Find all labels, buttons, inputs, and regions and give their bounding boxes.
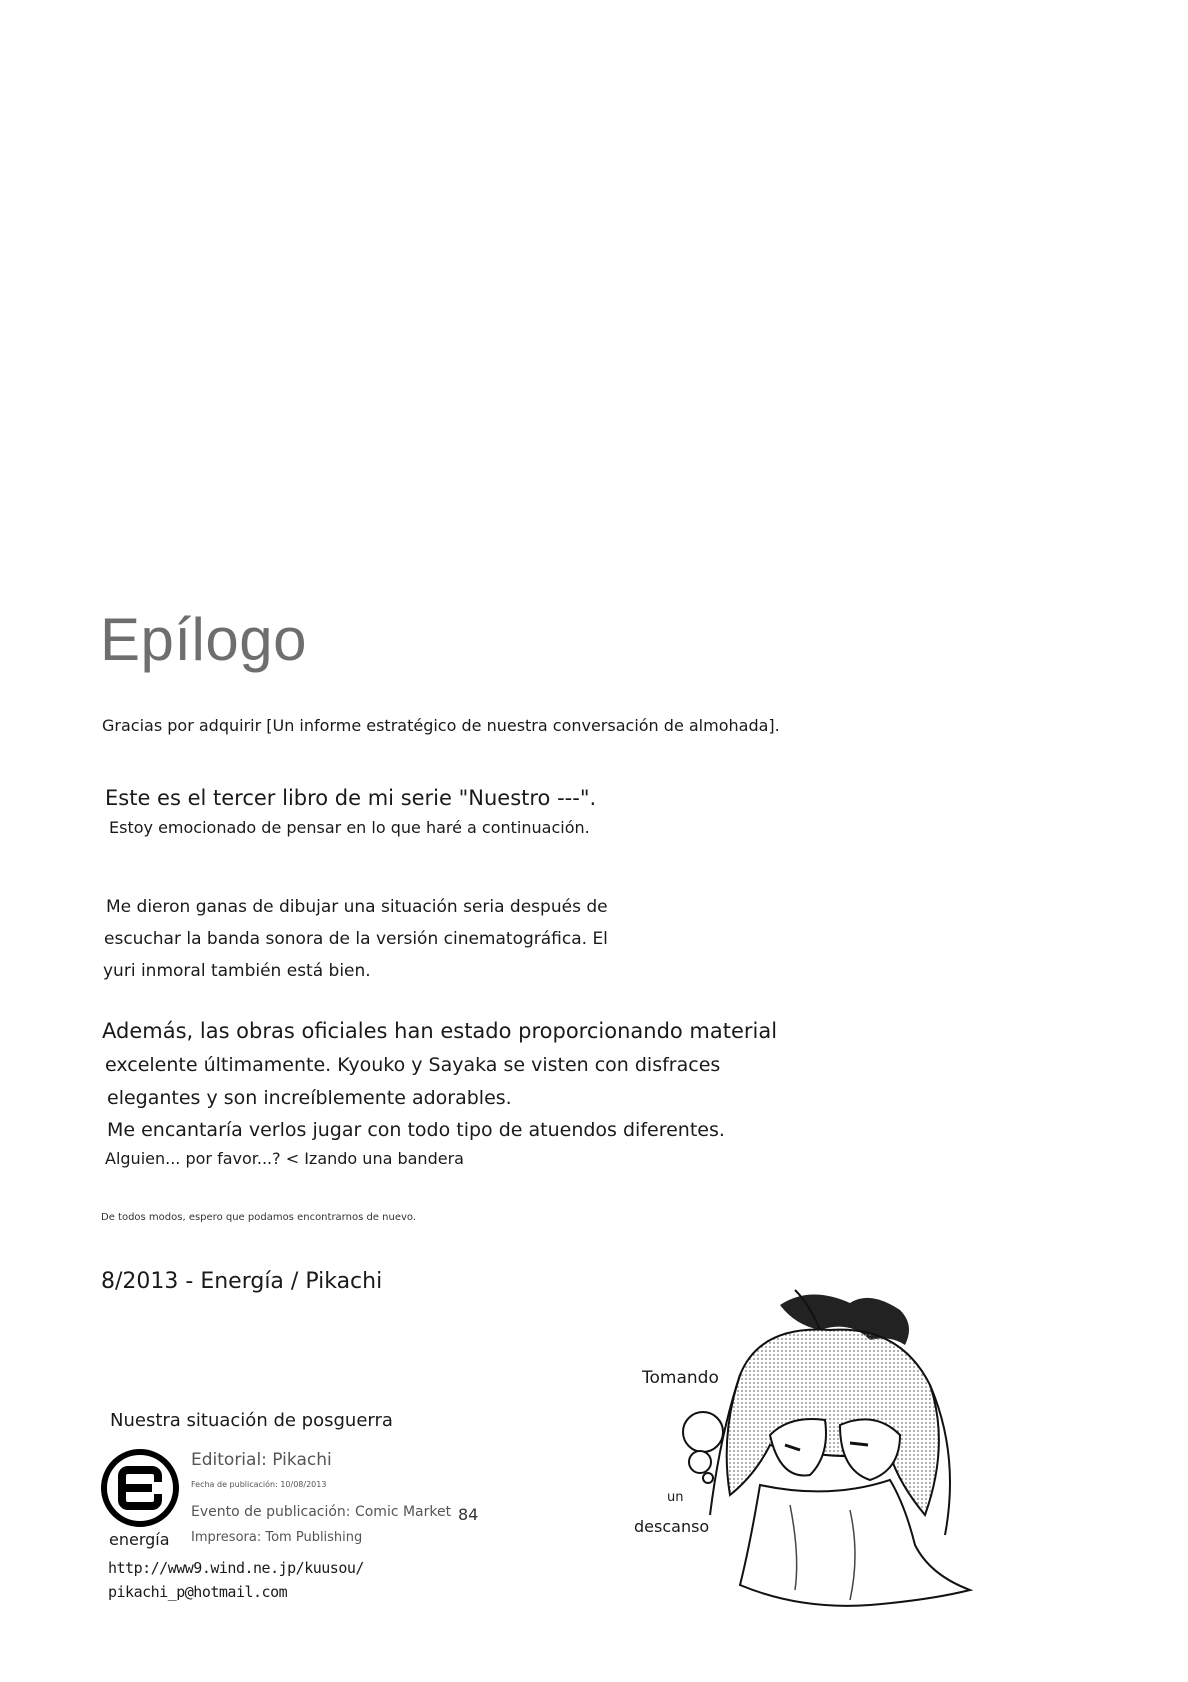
para1-line2: Estoy emocionado de pensar en lo que haré a continuación. [109,818,590,837]
chibi-illustration [700,1285,1000,1620]
event-number: 84 [458,1505,479,1524]
para2-line2: escuchar la banda sonora de la versión cinematográfica. El [104,929,608,949]
email-address: pikachi_p@hotmail.com [108,1583,288,1601]
para3-line1: Además, las obras oficiales han estado proporcionando material [102,1019,778,1043]
page-title: Epílogo [100,606,307,673]
caption-word-3: descanso [634,1517,710,1536]
para3-line4: Me encantaría verlos jugar con todo tipo de atuendos diferentes. [107,1119,725,1141]
signature: 8/2013 - Energía / Pikachi [101,1269,383,1294]
publication-event: Evento de publicación: Comic Market [191,1504,452,1520]
para2-line1: Me dieron ganas de dibujar una situación seria después de [106,897,608,917]
caption-word-1: Tomando [642,1368,719,1388]
para3-line3: elegantes y son increíblemente adorables. [107,1087,512,1109]
energia-logo [100,1448,180,1528]
para3-line2: excelente últimamente. Kyouko y Sayaka se visten con disfraces [105,1054,721,1076]
thought-bubble-icon [676,1410,731,1485]
para1-line1: Este es el tercer libro de mi serie "Nuestro ---". [105,786,597,810]
printer: Impresora: Tom Publishing [191,1530,363,1545]
intro-text: Gracias por adquirir [Un informe estratégico de nuestra conversación de almohada]. [102,716,780,735]
caption-word-2: un [667,1490,684,1505]
website-url: http://www9.wind.ne.jp/kuusou/ [108,1559,364,1577]
para2-line3: yuri inmoral también está bien. [103,961,371,981]
closing-text: De todos modos, espero que podamos encontrarnos de nuevo. [101,1212,417,1223]
colophon-title: Nuestra situación de posguerra [110,1410,393,1431]
para3-line5: Alguien... por favor...? < Izando una bandera [105,1149,464,1168]
logo-label: energía [109,1530,170,1549]
publication-date: Fecha de publicación: 10/08/2013 [191,1480,327,1489]
publisher: Editorial: Pikachi [191,1450,332,1470]
